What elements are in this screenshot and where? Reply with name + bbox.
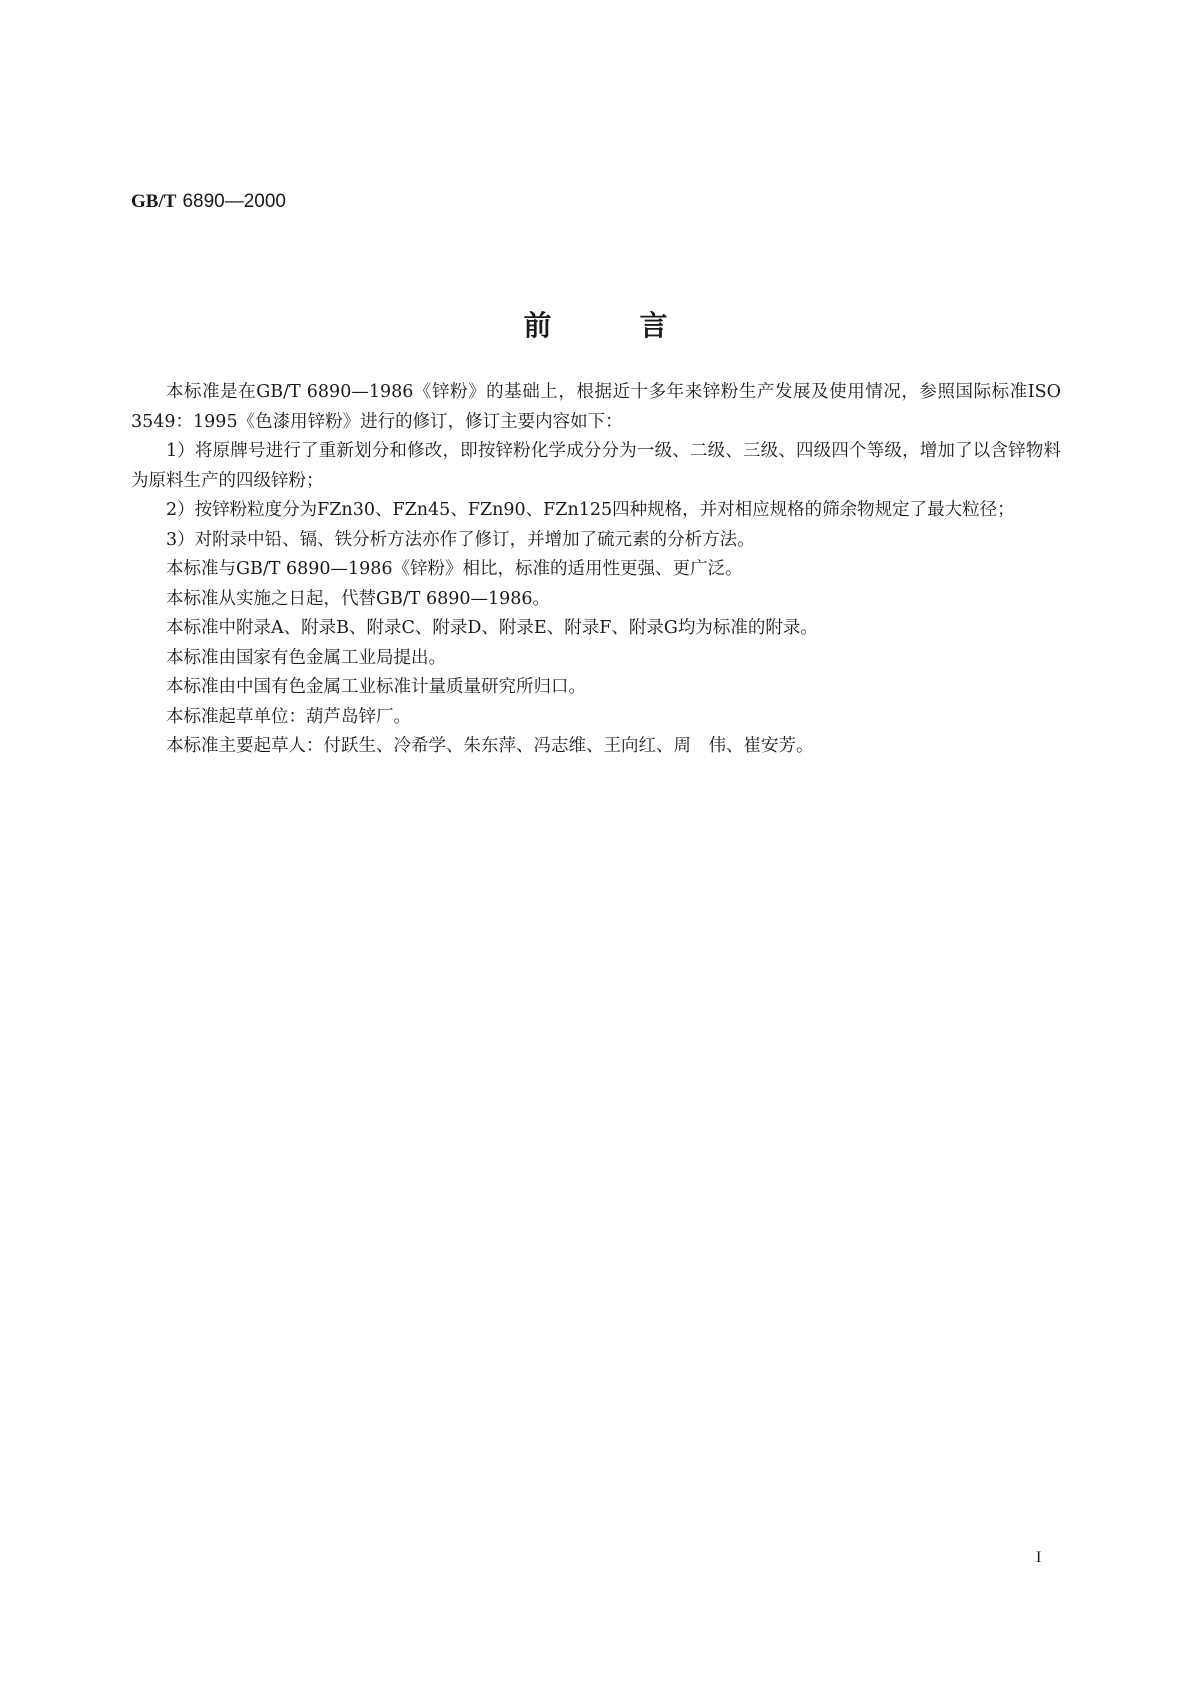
paragraph: 本标准由中国有色金属工业标准计量质量研究所归口。 <box>166 677 586 697</box>
paragraph: 本标准主要起草人：付跃生、冷希学、朱东萍、冯志维、王向红、周 伟、崔安芳。 <box>166 736 814 756</box>
title-char-1: 前 <box>523 309 552 342</box>
paragraph: 2）按锌粉粒度分为FZn30、FZn45、FZn90、FZn125四种规格，并对相应规格的筛余物规定了最大粒径； <box>166 500 1015 520</box>
paragraph: 本标准起草单位：葫芦岛锌厂。 <box>166 706 411 727</box>
paragraph: 本标准由国家有色金属工业局提出。 <box>166 647 446 668</box>
paragraph: 本标准是在GB/T 6890—1986《锌粉》的基础上，根据近十多年来锌粉生产发展及使用情况，参照国际标准ISO 3549：1995《色漆用锌粉》进行的修订，修订主要内容如下： <box>131 382 1061 432</box>
paragraph: 1）将原牌号进行了重新划分和修改，即按锌粉化学成分分为一级、二级、三级、四级四个等级，增加了以含锌物料为原料生产的四级锌粉； <box>131 441 1061 491</box>
page-number: I <box>1036 1549 1042 1566</box>
paragraph: 本标准与GB/T 6890—1986《锌粉》相比，标准的适用性更强、更广泛。 <box>166 559 743 579</box>
paragraph: 本标准中附录A、附录B、附录C、附录D、附录E、附录F、附录G均为标准的附录。 <box>166 618 818 638</box>
standard-number: 6890—2000 <box>182 191 286 212</box>
foreword-body <box>131 378 1061 762</box>
standard-code <box>131 189 286 214</box>
standard-prefix: GB/T <box>131 191 177 212</box>
paragraph: 3）对附录中铅、镉、铁分析方法亦作了修订，并增加了硫元素的分析方法。 <box>166 529 755 550</box>
page-title <box>0 308 1191 344</box>
title-char-2: 言 <box>639 309 668 342</box>
paragraph: 本标准从实施之日起，代替GB/T 6890—1986。 <box>166 588 551 609</box>
